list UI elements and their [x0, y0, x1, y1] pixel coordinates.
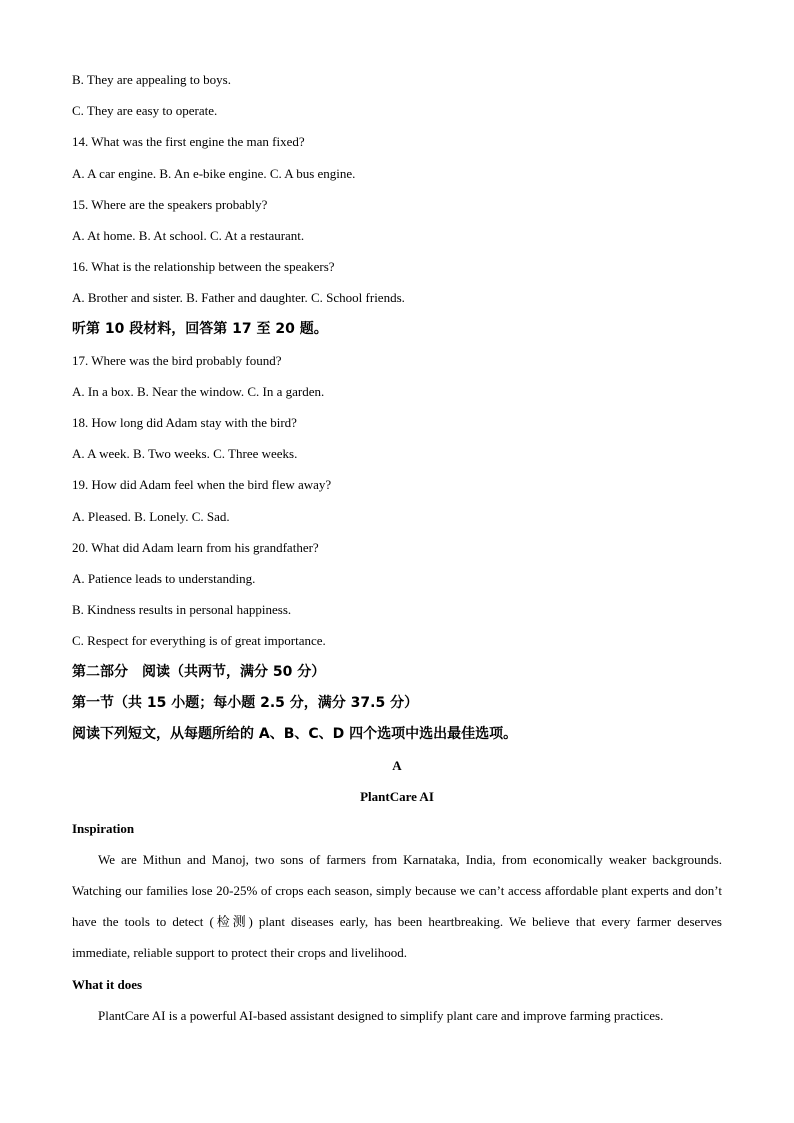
inspiration-heading: Inspiration	[72, 820, 135, 836]
option-line: C. Respect for everything is of great importance.	[72, 633, 326, 649]
passage-title: PlantCare AI	[360, 789, 434, 805]
section-10-heading: 听第 10 段材料，回答第 17 至 20 题。	[72, 320, 328, 337]
option-line: A. Brother and sister. B. Father and daughter. C. School friends.	[72, 290, 405, 306]
question-line: 15. Where are the speakers probably?	[72, 196, 268, 212]
option-line: C. They are easy to operate.	[72, 103, 218, 119]
question-line: 14. What was the first engine the man fixed?	[72, 134, 305, 150]
what-it-does-paragraph: PlantCare AI is a powerful AI-based assistant designed to simplify plant care and improve farming practices.	[98, 1007, 664, 1023]
option-line: A. A car engine. B. An e-bike engine. C. A bus engine.	[72, 165, 356, 181]
option-line: B. Kindness results in personal happiness.	[72, 602, 292, 618]
question-line: 17. Where was the bird probably found?	[72, 352, 282, 368]
question-line: 16. What is the relationship between the speakers?	[72, 259, 335, 275]
option-line: A. Pleased. B. Lonely. C. Sad.	[72, 508, 230, 524]
question-line: 19. How did Adam feel when the bird flew away?	[72, 477, 332, 493]
reading-instruction: 阅读下列短文，从每题所给的 A、B、C、D 四个选项中选出最佳选项。	[72, 725, 518, 742]
document-page	[72, 64, 722, 1031]
option-line: A. Patience leads to understanding.	[72, 571, 256, 586]
section1-heading: 第一节（共 15 小题；每小题 2.5 分，满分 37.5 分）	[72, 694, 419, 711]
part2-heading: 第二部分 阅读（共两节，满分 50 分）	[72, 663, 326, 680]
question-line: 20. What did Adam learn from his grandfather?	[72, 539, 319, 555]
question-line: 18. How long did Adam stay with the bird?	[72, 415, 297, 431]
inspiration-paragraph: We are Mithun and Manoj, two sons of farmers from Karnataka, India, from economically weaker backgrounds. Watching our families lose 20-25% of crops each season, simply because we can’t access affordable plant experts and don’t have the tools to detect (检测) plant diseases early, has been heartbreaking. We believe that every farmer deserves immediate, reliable support to protect their crops and livelihood.	[72, 851, 722, 961]
option-line: A. In a box. B. Near the window. C. In a garden.	[72, 383, 325, 399]
option-line: A. At home. B. At school. C. At a restaurant.	[72, 227, 305, 243]
option-line: B. They are appealing to boys.	[72, 72, 231, 87]
passage-letter: A	[392, 758, 402, 774]
what-it-does-heading: What it does	[72, 976, 143, 992]
option-line: A. A week. B. Two weeks. C. Three weeks.	[72, 446, 298, 462]
